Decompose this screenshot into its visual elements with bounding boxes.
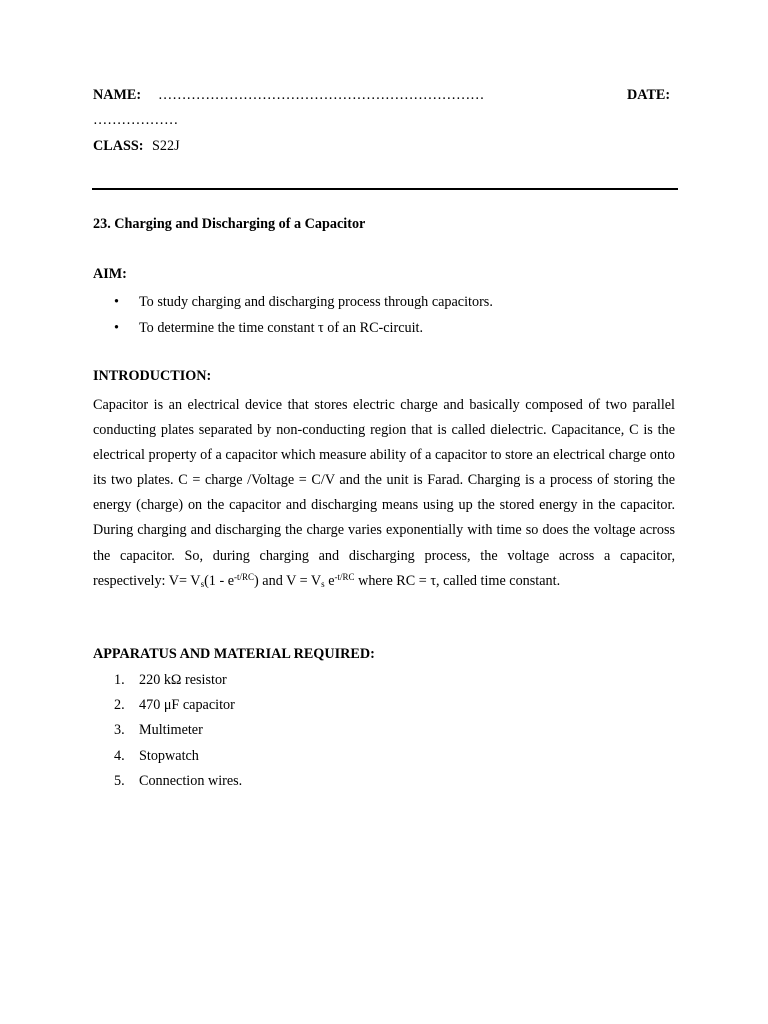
item-number: 4. bbox=[114, 747, 125, 764]
apparatus-item bbox=[92, 695, 242, 720]
vs-subscript: s bbox=[321, 578, 325, 589]
class-label: CLASS: bbox=[93, 138, 144, 154]
apparatus-heading: APPARATUS AND MATERIAL REQUIRED: bbox=[93, 646, 375, 662]
item-text: Multimeter bbox=[139, 722, 203, 739]
apparatus-item bbox=[92, 746, 242, 771]
item-text: 470 μF capacitor bbox=[139, 697, 235, 714]
vs-subscript: s bbox=[200, 578, 205, 589]
apparatus-item bbox=[92, 771, 242, 796]
eq1-end: ) and V = V bbox=[254, 572, 322, 589]
eq2-start: e bbox=[324, 572, 335, 589]
apparatus-list bbox=[92, 670, 242, 796]
item-text: 220 kΩ resistor bbox=[139, 672, 227, 688]
class-value: S22J bbox=[152, 138, 180, 154]
item-number: 1. bbox=[114, 672, 125, 688]
name-dots: …………………………………………………………… bbox=[158, 87, 485, 103]
experiment-title: 23. Charging and Discharging of a Capacitor bbox=[93, 216, 366, 232]
item-number: 2. bbox=[114, 697, 125, 714]
exponent-charging: -t/RC bbox=[234, 571, 255, 582]
aim-heading: AIM: bbox=[93, 266, 127, 282]
eq1-mid: (1 - e bbox=[204, 572, 235, 589]
aim-item: • To study charging and discharging process through capacitors. bbox=[92, 292, 493, 318]
intro-text: Capacitor is an electrical device that stores electric charge and basically composed of two parallel conducting plates separated by non-conducting region that is called dielectric. Capacitance, C is the electrical property of a capacitor which measure ability of a capacitor to store an electrical charge onto its two plates. C = charge /Voltage = C/V and the unit is Farad. Charging is a process of storing the energy (charge) on the capacitor and discharging means using up the stored energy in the capacitor. During charging and discharging the charge varies exponentially with time so does the voltage across the capacitor. So, during charging and discharging process, the voltage across a capacitor, respectively: V= V bbox=[93, 397, 675, 589]
exponent-discharging: -t/RC bbox=[334, 571, 355, 582]
item-text: Stopwatch bbox=[139, 747, 199, 764]
introduction-heading: INTRODUCTION: bbox=[93, 368, 212, 384]
aim-list bbox=[92, 292, 493, 344]
item-number: 3. bbox=[114, 722, 125, 739]
horizontal-rule bbox=[92, 188, 678, 190]
item-text: Connection wires. bbox=[139, 772, 243, 789]
introduction-paragraph bbox=[93, 393, 675, 594]
item-number: 5. bbox=[114, 772, 125, 789]
eq2-end: where RC = τ, called time constant. bbox=[354, 572, 561, 589]
apparatus-item bbox=[92, 720, 242, 745]
apparatus-item bbox=[92, 670, 242, 695]
date-label: DATE: bbox=[627, 87, 671, 103]
name-label: NAME: bbox=[93, 87, 142, 103]
date-dots: ……………… bbox=[93, 112, 179, 128]
aim-item: • To determine the time constant τ of an RC-circuit. bbox=[92, 318, 493, 344]
